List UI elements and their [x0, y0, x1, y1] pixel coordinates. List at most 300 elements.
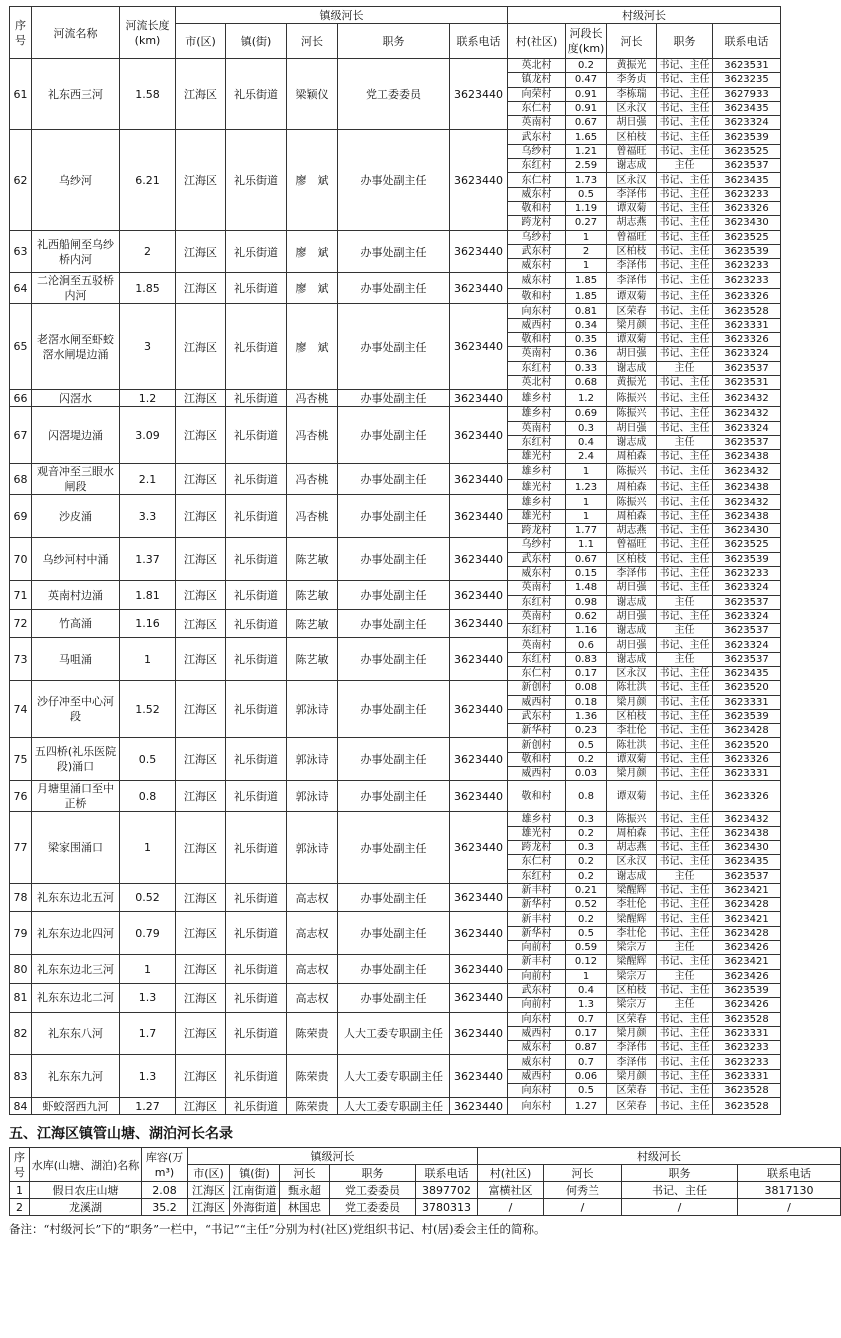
village-duty-cell: 书记、主任 — [657, 538, 713, 552]
seq-cell: 84 — [10, 1098, 32, 1115]
segment-length-cell: 0.5 — [566, 187, 607, 201]
village-cell: 威东村 — [508, 259, 566, 273]
village-phone-cell: 3623421 — [713, 955, 781, 969]
village-chief-cell: 区柏枝 — [607, 130, 657, 144]
river-name-cell: 礼东东边北三河 — [32, 955, 120, 984]
village-phone-cell: 3623233 — [713, 566, 781, 580]
chief-cell: 陈荣贵 — [287, 1055, 338, 1098]
header-street: 镇(街) — [226, 24, 287, 59]
table-row — [10, 812, 781, 826]
segment-length-cell: 1.48 — [566, 581, 607, 595]
village-phone-cell: 3623428 — [713, 898, 781, 912]
river-name-cell: 虾蛟滘西九河 — [32, 1098, 120, 1115]
chief-cell: 高志权 — [287, 883, 338, 912]
section-title: 五、江海区镇管山塘、湖泊河长名录 — [9, 1126, 233, 1143]
village-phone-cell: 3623426 — [713, 941, 781, 955]
chief-cell: 陈荣贵 — [287, 1098, 338, 1115]
village-phone-cell: 3623537 — [713, 361, 781, 375]
phone-cell: 3623440 — [450, 390, 508, 407]
village-cell: 威西村 — [508, 1069, 566, 1083]
village-cell: 雄光村 — [508, 450, 566, 464]
village-phone-cell: 3623539 — [713, 709, 781, 723]
river-name-cell: 乌纱河 — [32, 130, 120, 230]
phone-cell: 3623440 — [450, 983, 508, 1012]
village-phone-cell: 3623331 — [713, 695, 781, 709]
table-row — [10, 781, 781, 812]
village-chief-cell: 周柏森 — [607, 450, 657, 464]
res-no-cell: 1 — [10, 1182, 30, 1199]
chief-cell: 廖 斌 — [287, 273, 338, 304]
village-duty-cell: 书记、主任 — [657, 333, 713, 347]
phone-cell: 3623440 — [450, 581, 508, 610]
village-duty-cell: 主任 — [657, 869, 713, 883]
city-cell: 江海区 — [176, 638, 226, 681]
seq-cell: 68 — [10, 464, 32, 495]
seq-cell: 64 — [10, 273, 32, 304]
res-header-village-group: 村级河长 — [478, 1148, 841, 1165]
segment-length-cell: 0.98 — [566, 595, 607, 609]
village-cell: 英南村 — [508, 421, 566, 435]
segment-length-cell: 0.2 — [566, 59, 607, 73]
village-chief-cell: 陈振兴 — [607, 464, 657, 480]
village-phone-cell: 3623438 — [713, 826, 781, 840]
village-duty-cell: 主任 — [657, 159, 713, 173]
chief-cell: 郭泳诗 — [287, 738, 338, 781]
duty-cell: 办事处副主任 — [338, 609, 450, 638]
village-cell: 敬和村 — [508, 781, 566, 812]
village-duty-cell: 书记、主任 — [657, 73, 713, 87]
table-row — [10, 581, 781, 595]
village-phone-cell: 3623537 — [713, 869, 781, 883]
village-cell: 敬和村 — [508, 333, 566, 347]
village-cell: 东红村 — [508, 595, 566, 609]
seq-cell: 76 — [10, 781, 32, 812]
street-cell: 礼乐街道 — [226, 390, 287, 407]
village-cell: 新华村 — [508, 724, 566, 738]
seq-cell: 83 — [10, 1055, 32, 1098]
table-row — [10, 1012, 781, 1026]
village-phone-cell: 3623235 — [713, 73, 781, 87]
river-name-cell: 沙皮涌 — [32, 495, 120, 538]
segment-length-cell: 0.03 — [566, 767, 607, 781]
res-village-cell: 富横社区 — [478, 1182, 544, 1199]
seq-cell: 78 — [10, 883, 32, 912]
village-chief-cell: 胡日强 — [607, 609, 657, 623]
table-row — [10, 638, 781, 652]
village-cell: 乌纱村 — [508, 538, 566, 552]
res-street-cell: 江南街道 — [230, 1182, 280, 1199]
village-cell: 武东村 — [508, 552, 566, 566]
table-row — [10, 464, 781, 480]
table-row — [10, 983, 781, 997]
river-name-cell: 月塘里涌口至中正桥 — [32, 781, 120, 812]
street-cell: 礼乐街道 — [226, 464, 287, 495]
table-row — [10, 883, 781, 897]
segment-length-cell: 0.8 — [566, 781, 607, 812]
res-city-cell: 江海区 — [188, 1182, 230, 1199]
village-duty-cell: 书记、主任 — [657, 375, 713, 389]
village-phone-cell: 3623435 — [713, 173, 781, 187]
river-length-cell: 3 — [120, 304, 176, 390]
village-cell: 威西村 — [508, 767, 566, 781]
village-chief-cell: 李壮伦 — [607, 724, 657, 738]
segment-length-cell: 0.7 — [566, 1055, 607, 1069]
segment-length-cell: 0.83 — [566, 652, 607, 666]
river-length-cell: 0.5 — [120, 738, 176, 781]
res-header-street: 镇(街) — [230, 1165, 280, 1182]
city-cell: 江海区 — [176, 230, 226, 273]
segment-length-cell: 2.59 — [566, 159, 607, 173]
seq-cell: 81 — [10, 983, 32, 1012]
river-name-cell: 礼东西三河 — [32, 59, 120, 130]
river-length-cell: 1.7 — [120, 1012, 176, 1055]
river-length-cell: 1.27 — [120, 1098, 176, 1115]
village-cell: 武东村 — [508, 983, 566, 997]
village-phone-cell: 3623525 — [713, 538, 781, 552]
segment-length-cell: 1.19 — [566, 201, 607, 215]
village-cell: 威东村 — [508, 566, 566, 580]
header-chief: 河长 — [287, 24, 338, 59]
village-phone-cell: 3623435 — [713, 855, 781, 869]
duty-cell: 办事处副主任 — [338, 304, 450, 390]
village-chief-cell: 李栋瑞 — [607, 87, 657, 101]
village-chief-cell: 谢志成 — [607, 361, 657, 375]
village-duty-cell: 书记、主任 — [657, 187, 713, 201]
village-duty-cell: 书记、主任 — [657, 695, 713, 709]
village-cell: 新华村 — [508, 898, 566, 912]
village-cell: 英南村 — [508, 638, 566, 652]
seq-cell: 79 — [10, 912, 32, 955]
village-cell: 威西村 — [508, 318, 566, 332]
segment-length-cell: 0.59 — [566, 941, 607, 955]
phone-cell: 3623440 — [450, 1012, 508, 1055]
village-chief-cell: 谭双菊 — [607, 288, 657, 304]
segment-length-cell: 0.4 — [566, 983, 607, 997]
village-cell: 东红村 — [508, 361, 566, 375]
village-chief-cell: 谭双菊 — [607, 333, 657, 347]
village-cell: 雄光村 — [508, 509, 566, 523]
seq-cell: 65 — [10, 304, 32, 390]
seq-cell: 69 — [10, 495, 32, 538]
village-duty-cell: 书记、主任 — [657, 609, 713, 623]
village-phone-cell: 3623528 — [713, 304, 781, 318]
table-row — [10, 912, 781, 926]
village-phone-cell: 3623438 — [713, 479, 781, 495]
village-phone-cell: 3623326 — [713, 333, 781, 347]
village-chief-cell: 胡日强 — [607, 421, 657, 435]
village-chief-cell: 区柏枝 — [607, 552, 657, 566]
duty-cell: 办事处副主任 — [338, 955, 450, 984]
village-cell: 新丰村 — [508, 955, 566, 969]
chief-cell: 高志权 — [287, 955, 338, 984]
village-cell: 跨龙村 — [508, 840, 566, 854]
river-name-cell: 礼东东九河 — [32, 1055, 120, 1098]
village-duty-cell: 书记、主任 — [657, 59, 713, 73]
village-duty-cell: 书记、主任 — [657, 638, 713, 652]
city-cell: 江海区 — [176, 983, 226, 1012]
river-length-cell: 1.3 — [120, 983, 176, 1012]
duty-cell: 办事处副主任 — [338, 538, 450, 581]
village-duty-cell: 书记、主任 — [657, 130, 713, 144]
village-phone-cell: 3623331 — [713, 1026, 781, 1040]
res-header-village: 村(社区) — [478, 1165, 544, 1182]
village-phone-cell: 3623438 — [713, 509, 781, 523]
segment-length-cell: 1 — [566, 509, 607, 523]
chief-cell: 冯杏桃 — [287, 464, 338, 495]
segment-length-cell: 0.2 — [566, 752, 607, 766]
duty-cell: 办事处副主任 — [338, 638, 450, 681]
village-phone-cell: 3623539 — [713, 244, 781, 258]
table-row — [10, 538, 781, 552]
seq-cell: 73 — [10, 638, 32, 681]
village-cell: 东红村 — [508, 869, 566, 883]
village-chief-cell: 区永汉 — [607, 173, 657, 187]
city-cell: 江海区 — [176, 130, 226, 230]
village-chief-cell: 陈振兴 — [607, 812, 657, 826]
river-name-cell: 礼东东八河 — [32, 1012, 120, 1055]
village-duty-cell: 主任 — [657, 435, 713, 449]
village-duty-cell: 书记、主任 — [657, 1098, 713, 1115]
segment-length-cell: 1.65 — [566, 130, 607, 144]
segment-length-cell: 0.33 — [566, 361, 607, 375]
street-cell: 礼乐街道 — [226, 983, 287, 1012]
village-phone-cell: 3623539 — [713, 983, 781, 997]
segment-length-cell: 0.7 — [566, 1012, 607, 1026]
village-duty-cell: 书记、主任 — [657, 407, 713, 421]
river-name-cell: 二沦涧至五驳桥内河 — [32, 273, 120, 304]
phone-cell: 3623440 — [450, 1055, 508, 1098]
city-cell: 江海区 — [176, 495, 226, 538]
table-row — [10, 273, 781, 289]
duty-cell: 人大工委专职副主任 — [338, 1098, 450, 1115]
phone-cell: 3623440 — [450, 407, 508, 464]
village-cell: 向荣村 — [508, 87, 566, 101]
village-phone-cell: 3623324 — [713, 421, 781, 435]
river-name-cell: 五四桥(礼乐医院段)涌口 — [32, 738, 120, 781]
village-duty-cell: 书记、主任 — [657, 912, 713, 926]
segment-length-cell: 1.73 — [566, 173, 607, 187]
village-chief-cell: 李壮伦 — [607, 926, 657, 940]
segment-length-cell: 1.23 — [566, 479, 607, 495]
village-chief-cell: 梁醒辉 — [607, 912, 657, 926]
river-name-cell: 观音冲至三眼水闸段 — [32, 464, 120, 495]
village-cell: 东仁村 — [508, 173, 566, 187]
duty-cell: 办事处副主任 — [338, 812, 450, 883]
chief-cell: 廖 斌 — [287, 130, 338, 230]
village-cell: 敬和村 — [508, 752, 566, 766]
village-duty-cell: 书记、主任 — [657, 552, 713, 566]
res-v-chief-cell: / — [544, 1199, 622, 1216]
village-duty-cell: 书记、主任 — [657, 709, 713, 723]
river-length-cell: 1.3 — [120, 1055, 176, 1098]
segment-length-cell: 0.62 — [566, 609, 607, 623]
table-row — [10, 407, 781, 421]
village-chief-cell: 曾福旺 — [607, 144, 657, 158]
segment-length-cell: 0.5 — [566, 1084, 607, 1098]
seq-cell: 70 — [10, 538, 32, 581]
river-length-cell: 3.3 — [120, 495, 176, 538]
phone-cell: 3623440 — [450, 738, 508, 781]
segment-length-cell: 0.69 — [566, 407, 607, 421]
village-phone-cell: 3623531 — [713, 375, 781, 389]
village-chief-cell: 曾福旺 — [607, 538, 657, 552]
village-chief-cell: 区永汉 — [607, 855, 657, 869]
village-phone-cell: 3623528 — [713, 1084, 781, 1098]
village-phone-cell: 3623432 — [713, 495, 781, 509]
duty-cell: 办事处副主任 — [338, 390, 450, 407]
village-phone-cell: 3627933 — [713, 87, 781, 101]
segment-length-cell: 0.91 — [566, 101, 607, 115]
river-length-cell: 1.2 — [120, 390, 176, 407]
res-duty-cell: 党工委委员 — [330, 1182, 416, 1199]
chief-cell: 陈艺敏 — [287, 538, 338, 581]
segment-length-cell: 1.3 — [566, 998, 607, 1012]
segment-length-cell: 0.08 — [566, 681, 607, 695]
duty-cell: 办事处副主任 — [338, 495, 450, 538]
city-cell: 江海区 — [176, 407, 226, 464]
chief-cell: 郭泳诗 — [287, 781, 338, 812]
segment-length-cell: 1.85 — [566, 273, 607, 289]
street-cell: 礼乐街道 — [226, 538, 287, 581]
river-length-cell: 1.37 — [120, 538, 176, 581]
village-duty-cell: 书记、主任 — [657, 101, 713, 115]
chief-cell: 高志权 — [287, 983, 338, 1012]
village-duty-cell: 书记、主任 — [657, 724, 713, 738]
village-chief-cell: 梁月颜 — [607, 318, 657, 332]
village-phone-cell: 3623438 — [713, 450, 781, 464]
res-capacity-cell: 35.2 — [142, 1199, 188, 1216]
village-cell: 乌纱村 — [508, 230, 566, 244]
village-duty-cell: 书记、主任 — [657, 173, 713, 187]
village-phone-cell: 3623233 — [713, 1041, 781, 1055]
village-duty-cell: 书记、主任 — [657, 681, 713, 695]
village-chief-cell: 李泽伟 — [607, 566, 657, 580]
river-name-cell: 英南村边涌 — [32, 581, 120, 610]
segment-length-cell: 0.23 — [566, 724, 607, 738]
header-village-group: 村级河长 — [508, 7, 781, 24]
village-phone-cell: 3623432 — [713, 390, 781, 407]
segment-length-cell: 1 — [566, 495, 607, 509]
duty-cell: 办事处副主任 — [338, 273, 450, 304]
street-cell: 礼乐街道 — [226, 304, 287, 390]
res-header-village-phone: 联系电话 — [738, 1165, 841, 1182]
res-header-name: 水库(山塘、湖泊)名称 — [30, 1148, 142, 1182]
table-row — [10, 681, 781, 695]
duty-cell: 人大工委专职副主任 — [338, 1012, 450, 1055]
village-chief-cell: 梁月颜 — [607, 767, 657, 781]
res-v-phone-cell: 3817130 — [738, 1182, 841, 1199]
chief-cell: 陈艺敏 — [287, 638, 338, 681]
phone-cell: 3623440 — [450, 538, 508, 581]
village-cell: 跨龙村 — [508, 216, 566, 230]
village-chief-cell: 周柏森 — [607, 479, 657, 495]
village-phone-cell: 3623520 — [713, 738, 781, 752]
city-cell: 江海区 — [176, 681, 226, 738]
village-chief-cell: 陈壮洪 — [607, 681, 657, 695]
duty-cell: 办事处副主任 — [338, 681, 450, 738]
res-header-village-chief: 河长 — [544, 1165, 622, 1182]
river-length-cell: 1.16 — [120, 609, 176, 638]
village-duty-cell: 主任 — [657, 652, 713, 666]
phone-cell: 3623440 — [450, 273, 508, 304]
table-row — [10, 1199, 841, 1216]
village-chief-cell: 区荣春 — [607, 1084, 657, 1098]
village-duty-cell: 书记、主任 — [657, 581, 713, 595]
village-duty-cell: 书记、主任 — [657, 883, 713, 897]
res-chief-cell: 甄永超 — [280, 1182, 330, 1199]
village-chief-cell: 谢志成 — [607, 159, 657, 173]
village-chief-cell: 梁月颜 — [607, 1026, 657, 1040]
river-name-cell: 梁家围涌口 — [32, 812, 120, 883]
river-length-cell: 1 — [120, 638, 176, 681]
village-cell: 武东村 — [508, 709, 566, 723]
segment-length-cell: 0.67 — [566, 552, 607, 566]
res-name-cell: 假日农庄山塘 — [30, 1182, 142, 1199]
chief-cell: 郭泳诗 — [287, 681, 338, 738]
river-name-cell: 老滘水闸至虾蛟滘水闸堤边涌 — [32, 304, 120, 390]
village-phone-cell: 3623326 — [713, 781, 781, 812]
village-phone-cell: 3623421 — [713, 912, 781, 926]
village-phone-cell: 3623537 — [713, 624, 781, 638]
duty-cell: 人大工委专职副主任 — [338, 1055, 450, 1098]
city-cell: 江海区 — [176, 59, 226, 130]
segment-length-cell: 0.3 — [566, 421, 607, 435]
segment-length-cell: 0.3 — [566, 840, 607, 854]
city-cell: 江海区 — [176, 1055, 226, 1098]
res-header-capacity: 库容(万m³) — [142, 1148, 188, 1182]
segment-length-cell: 0.91 — [566, 87, 607, 101]
village-phone-cell: 3623331 — [713, 1069, 781, 1083]
village-cell: 跨龙村 — [508, 524, 566, 538]
header-village: 村(社区) — [508, 24, 566, 59]
table-row — [10, 130, 781, 144]
village-chief-cell: 胡日强 — [607, 638, 657, 652]
village-duty-cell: 书记、主任 — [657, 347, 713, 361]
village-phone-cell: 3623537 — [713, 159, 781, 173]
village-duty-cell: 书记、主任 — [657, 1055, 713, 1069]
segment-length-cell: 1.27 — [566, 1098, 607, 1115]
segment-length-cell: 0.3 — [566, 812, 607, 826]
village-chief-cell: 谭双菊 — [607, 201, 657, 215]
village-chief-cell: 谭双菊 — [607, 781, 657, 812]
street-cell: 礼乐街道 — [226, 273, 287, 304]
header-phone: 联系电话 — [450, 24, 508, 59]
village-phone-cell: 3623435 — [713, 666, 781, 680]
village-chief-cell: 区柏枝 — [607, 983, 657, 997]
village-cell: 东红村 — [508, 159, 566, 173]
segment-length-cell: 1 — [566, 969, 607, 983]
village-cell: 东仁村 — [508, 101, 566, 115]
segment-length-cell: 0.12 — [566, 955, 607, 969]
segment-length-cell: 0.47 — [566, 73, 607, 87]
table-row — [10, 609, 781, 623]
village-phone-cell: 3623539 — [713, 552, 781, 566]
city-cell: 江海区 — [176, 1012, 226, 1055]
phone-cell: 3623440 — [450, 304, 508, 390]
res-name-cell: 龙溪湖 — [30, 1199, 142, 1216]
res-header-chief: 河长 — [280, 1165, 330, 1182]
duty-cell: 办事处副主任 — [338, 581, 450, 610]
river-name-cell: 马咀涌 — [32, 638, 120, 681]
village-duty-cell: 书记、主任 — [657, 450, 713, 464]
city-cell: 江海区 — [176, 781, 226, 812]
village-duty-cell: 书记、主任 — [657, 752, 713, 766]
segment-length-cell: 0.27 — [566, 216, 607, 230]
village-cell: 东仁村 — [508, 855, 566, 869]
segment-length-cell: 0.36 — [566, 347, 607, 361]
header-river-name: 河流名称 — [32, 7, 120, 59]
village-duty-cell: 主任 — [657, 624, 713, 638]
